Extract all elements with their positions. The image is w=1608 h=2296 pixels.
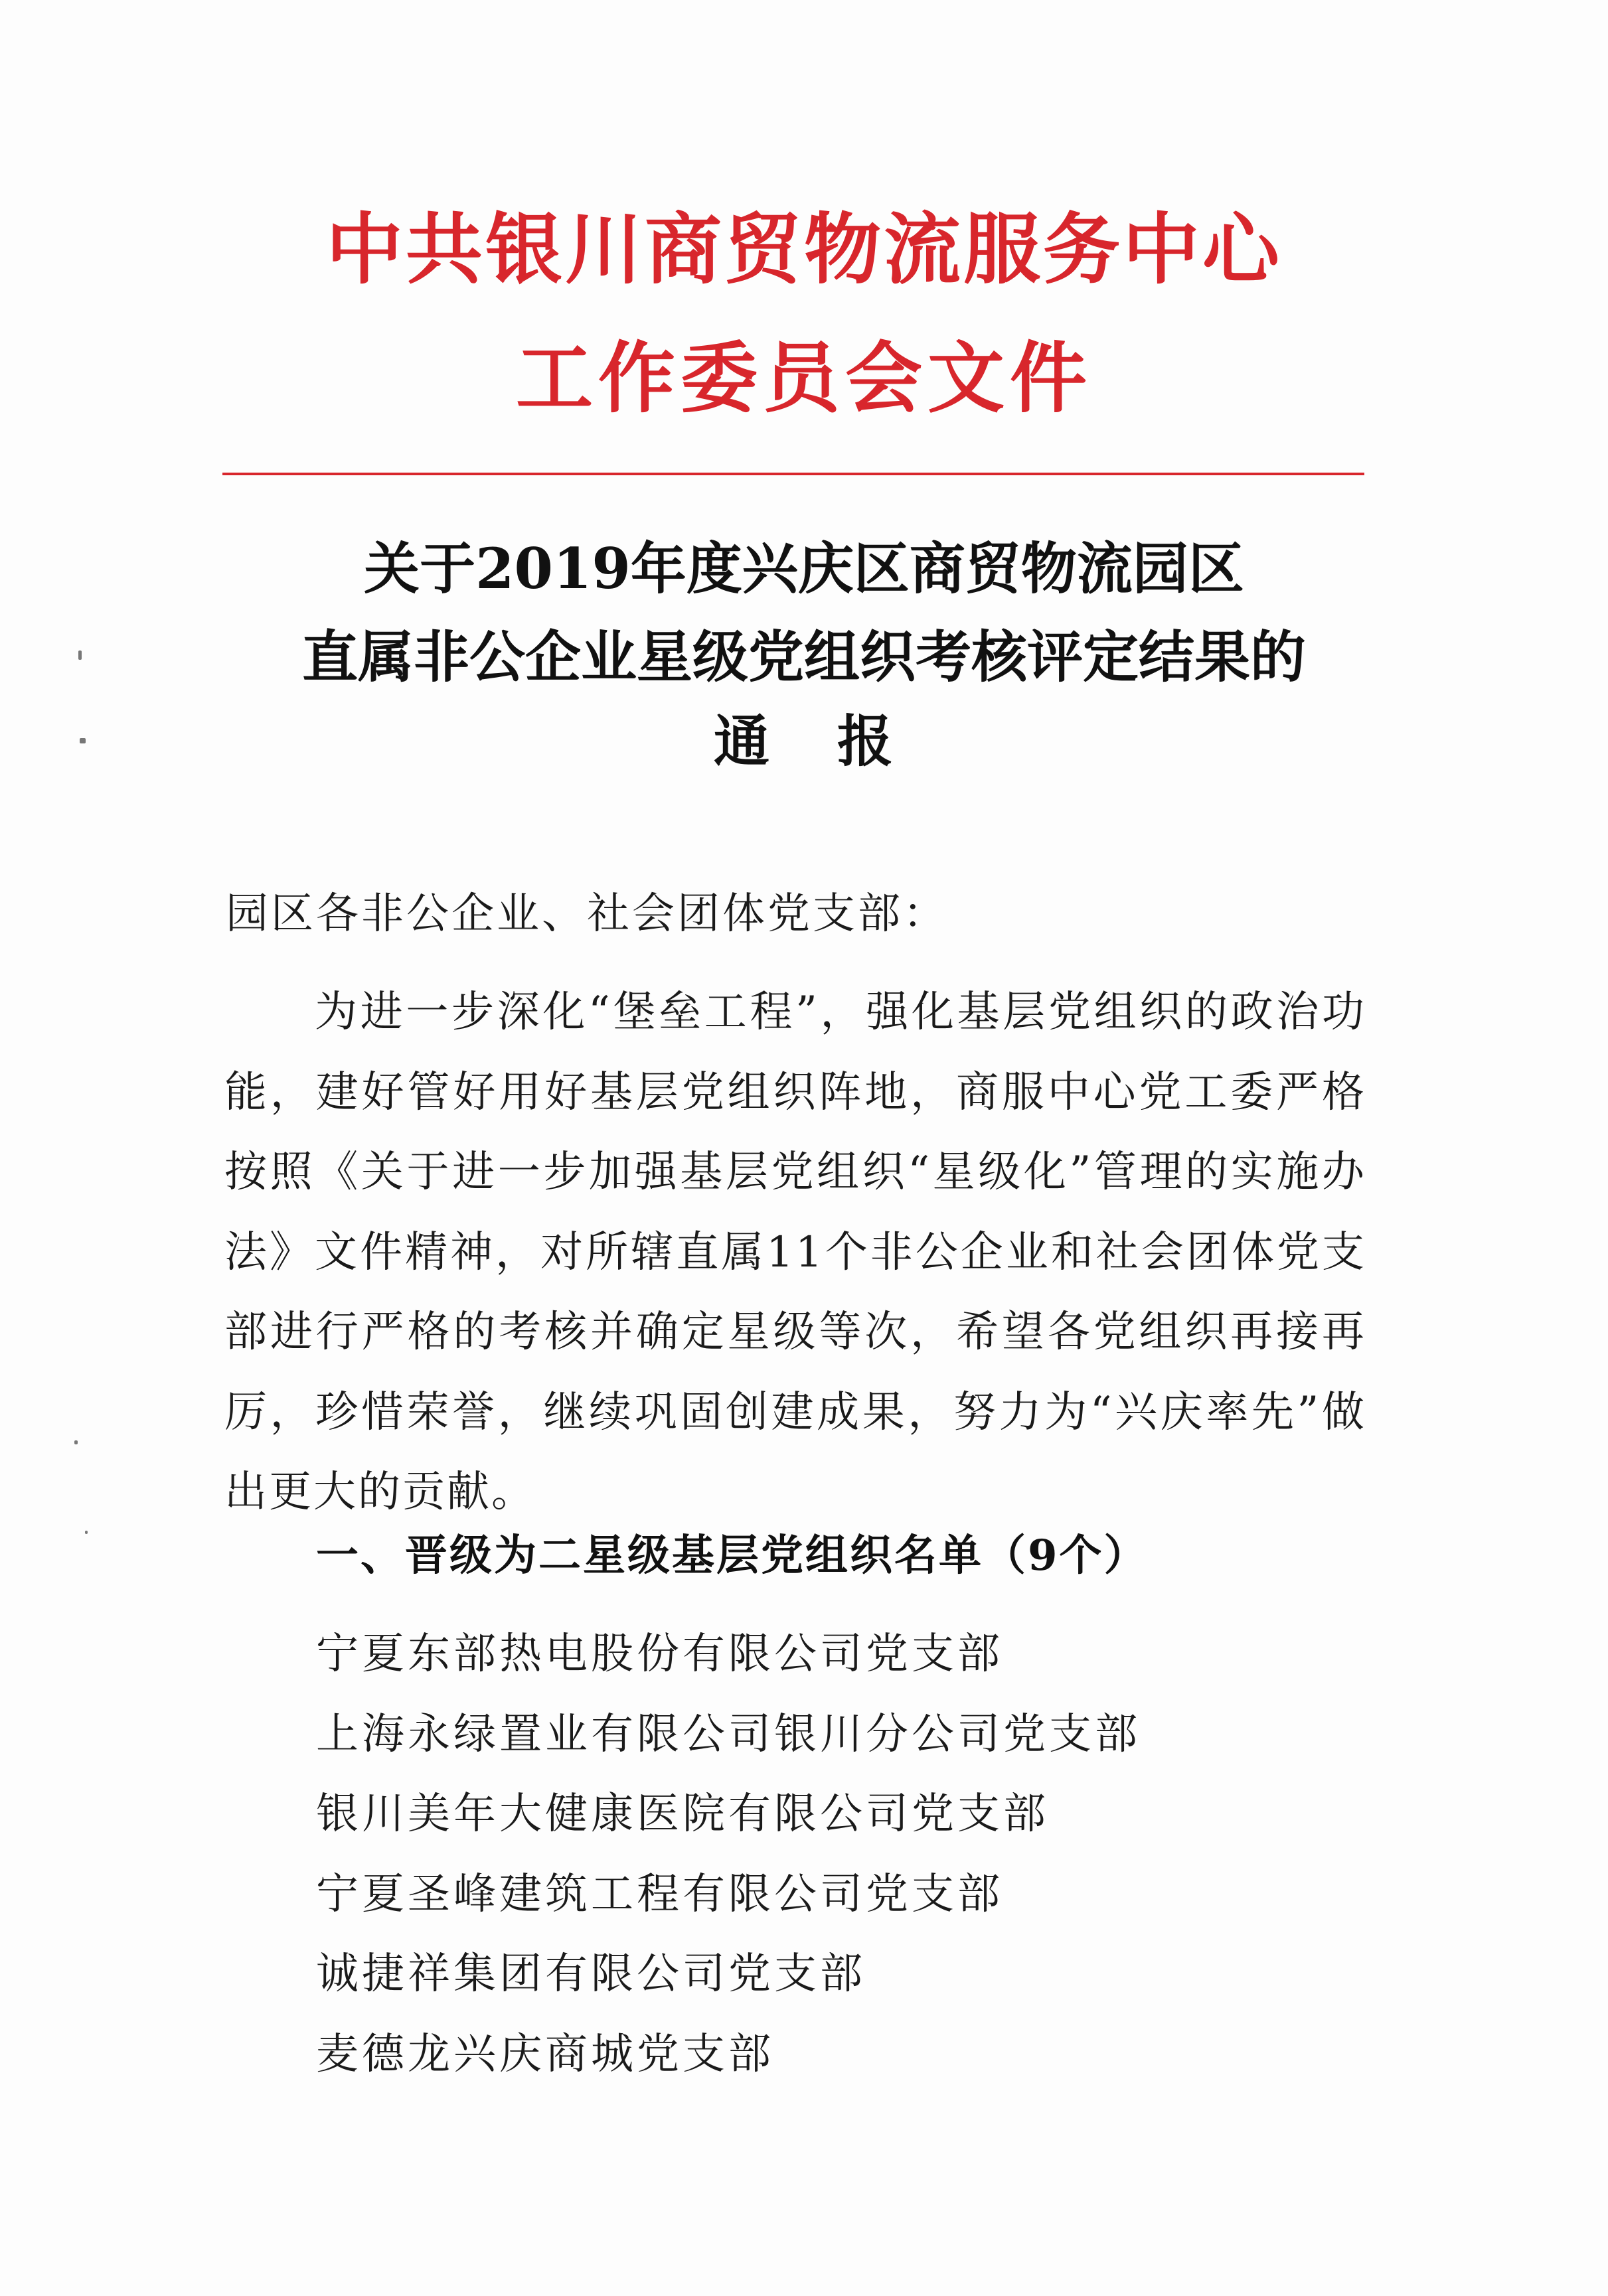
list-item: 宁夏圣峰建筑工程有限公司党支部 [316,1869,1003,1919]
list-item: 上海永绿置业有限公司银川分公司党支部 [316,1709,1141,1759]
body-paragraph: 为进一步深化“堡垒工程”，强化基层党组织的政治功能，建好管好用好基层党组织阵地，商服中心党工委严格按照《关于进一步加强基层党组织“星级化”管理的实施办法》文件精神，对所辖直属11个非公企业和社会团体党支部进行严格的考核并确定星级等次，希望各党组织再接再厉，珍惜荣誉，继续巩固创建成果，努力为“兴庆率先”做出更大的贡献。 [224,988,1366,1517]
scan-speck [78,651,82,660]
list-item: 宁夏东部热电股份有限公司党支部 [316,1630,1003,1679]
masthead-red-divider [222,473,1364,475]
document-title-word-1: 通 [713,708,771,774]
document-title-line-3 [0,708,1608,774]
section-heading-two-star: 一、晋级为二星级基层党组织名单（9个） [316,1531,1149,1580]
scan-speck [74,1440,78,1444]
two-star-organization-list [316,1614,1141,2094]
scan-speck [85,1531,88,1534]
list-item: 银川美年大健康医院有限公司党支部 [316,1790,1049,1839]
document-title-line-1: 关于2019年度兴庆区商贸物流园区 [364,536,1244,601]
list-item: 诚捷祥集团有限公司党支部 [316,1950,866,1999]
masthead-title-line-1: 中共银川商贸物流服务中心 [326,204,1282,295]
scan-speck [80,738,86,743]
salutation: 园区各非公企业、社会团体党支部： [226,889,948,939]
document-title-word-2: 报 [837,708,895,774]
document-title-line-2: 直属非公企业星级党组织考核评定结果的 [301,624,1306,690]
list-item: 麦德龙兴庆商城党支部 [316,2029,774,2079]
masthead-title-line-2: 工作委员会文件 [516,333,1092,423]
